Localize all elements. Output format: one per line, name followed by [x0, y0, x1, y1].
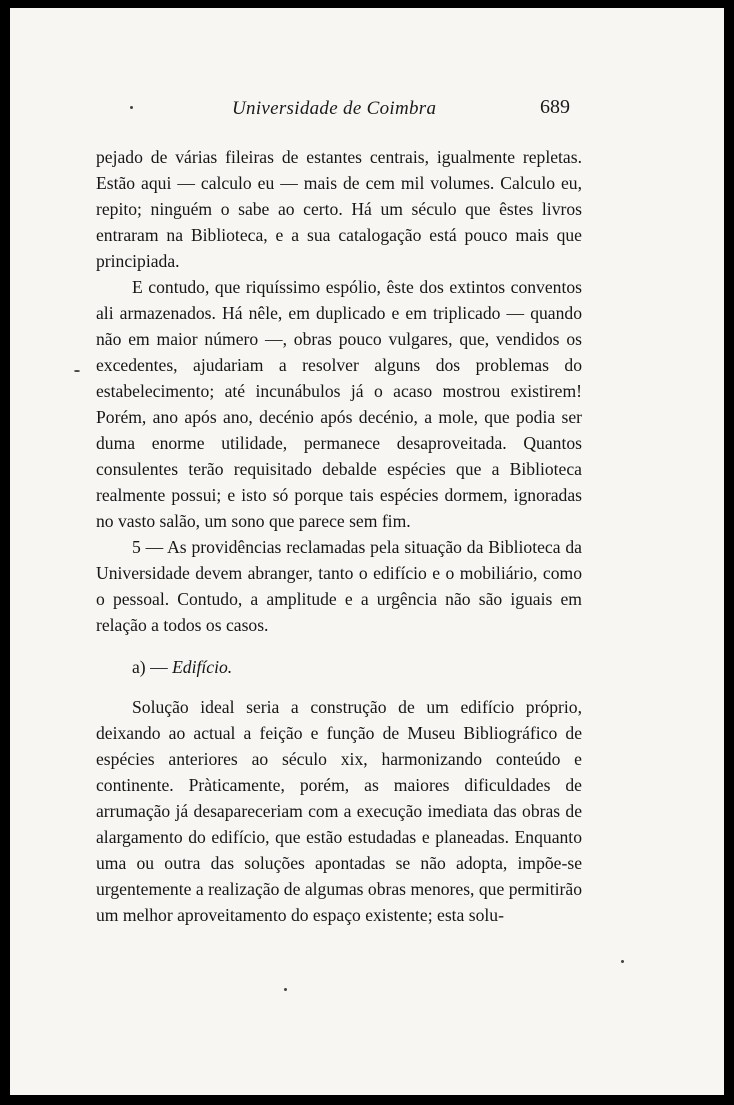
section-heading: [96, 654, 582, 680]
paragraph-edificio: Solução ideal seria a construção de um edifício próprio, deixando ao actual a feição e função de Museu Bibliográfico de espécies anteriores ao século xix, harmonizando conteúdo e continente. Pràticamente, porém, as maiores dificuldades de arrumação já desapareceriam com a execução imediata das obras de alargamento do edifício, que estão estudadas e planeadas. Enquanto uma ou outra das soluções apontadas se não adopta, impõe-se urgentemente a realização de algumas obras menores, que permitirão um melhor aproveitamento do espaço existente; esta solu-: [96, 697, 582, 925]
paragraph-providencias: 5 — As providências reclamadas pela situação da Biblioteca da Universidade devem abranger, tanto o edifício e o mobiliário, como o pessoal. Contudo, a amplitude e a urgência não são iguais em relação a todos os casos.: [96, 537, 582, 635]
page-header: [10, 94, 724, 124]
print-speck: [74, 370, 80, 372]
print-speck: [621, 960, 624, 963]
section-prefix: a) —: [132, 657, 173, 677]
running-title: Universidade de Coimbra: [232, 98, 437, 119]
paragraph-espolio: E contudo, que riquíssimo espólio, êste dos extintos conventos ali armazenados. Há nêle, em duplicado e em triplicado — quando não em maior número —, obras pouco vulgares, que, vendidos os excedentes, ajudariam a resolver alguns dos problemas do estabelecimento; até incunábulos já o acaso mostrou existirem! Porém, ano após ano, decénio após decénio, a mole, que podia ser duma enorme utilidade, permanece desaproveitada. Quantos consulentes terão requisitado debalde espécies que a Biblioteca realmente possui; e isto só porque tais espécies dormem, ignoradas no vasto salão, um sono que parece sem fim.: [96, 277, 582, 531]
print-speck: [284, 988, 287, 991]
paragraph-continuation: pejado de várias fileiras de estantes centrais, igualmente repletas. Estão aqui — calculo eu — mais de cem mil volumes. Calculo eu, repito; ninguém o sabe ao certo. Há um século que êstes livros entraram na Biblioteca, e a sua catalogação está pouco mais que principiada.: [96, 147, 582, 271]
page-number: 689: [540, 96, 570, 118]
section-title: Edifício.: [172, 657, 233, 677]
book-page: [10, 8, 724, 1095]
page-body: [96, 144, 582, 928]
print-speck: [130, 106, 133, 109]
